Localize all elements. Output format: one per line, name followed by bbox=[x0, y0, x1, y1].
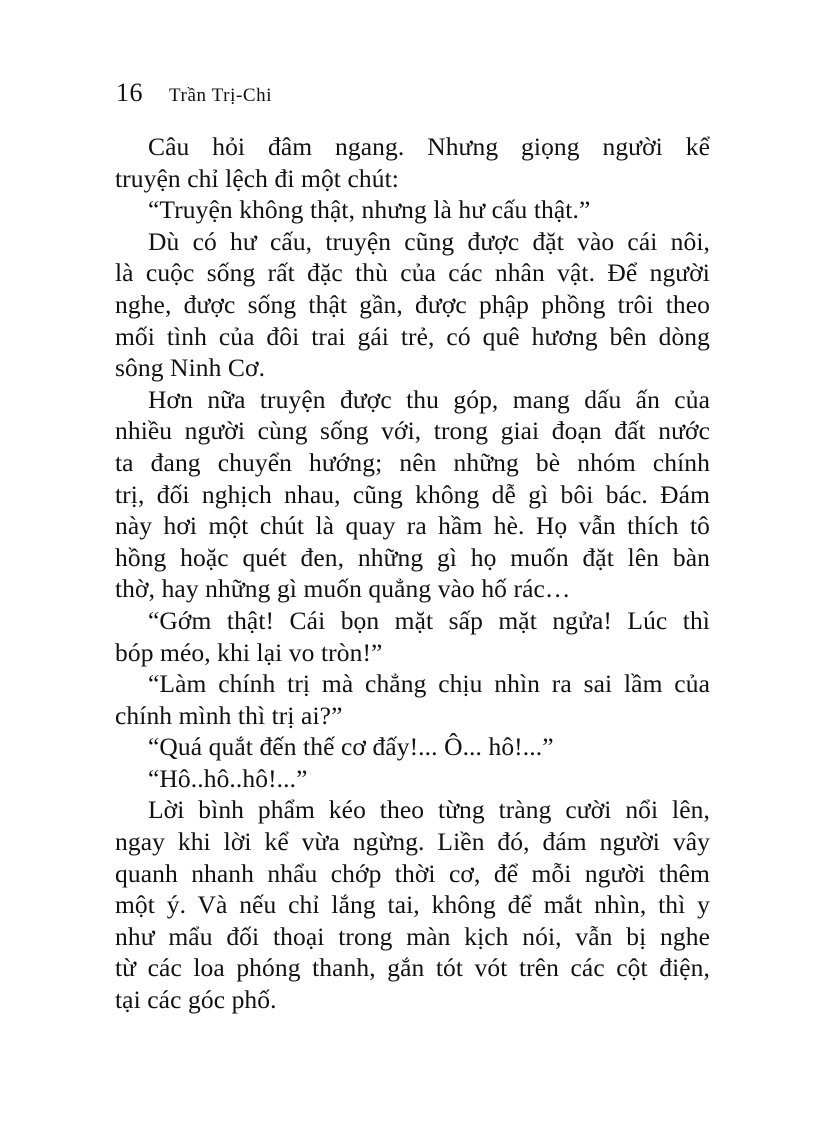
text-line: là cuộc sống rất đặc thù của các nhân vật. Để người bbox=[115, 258, 710, 288]
text-line: “Gớm thật! Cái bọn mặt sấp mặt ngửa! Lúc thì bbox=[148, 605, 710, 635]
text-line: sông Ninh Cơ. bbox=[115, 353, 266, 383]
text-line: truyện chỉ lệch đi một chút: bbox=[115, 163, 399, 193]
page-header bbox=[116, 78, 272, 112]
text-line: Lời bình phẩm kéo theo từng tràng cười nổi lên, bbox=[148, 795, 710, 825]
page-number: 16 bbox=[116, 78, 143, 107]
text-line: nghe, được sống thật gần, được phập phồng trôi theo bbox=[115, 289, 710, 319]
text-line: “Quá quắt đến thế cơ đấy!... Ô... hô!...” bbox=[148, 732, 554, 762]
text-line: thờ, hay những gì muốn quẳng vào hố rác… bbox=[115, 574, 571, 604]
text-line: tại các góc phố. bbox=[115, 985, 277, 1015]
text-line: Câu hỏi đâm ngang. Nhưng giọng người kể bbox=[148, 132, 710, 161]
text-line: ngay khi lời kể vừa ngừng. Liền đó, đám người vây bbox=[115, 827, 710, 857]
text-line: Dù có hư cấu, truyện cũng được đặt vào cái nôi, bbox=[148, 226, 710, 256]
text-line: hồng hoặc quét đen, những gì họ muốn đặt lên bàn bbox=[115, 542, 710, 572]
text-line: bóp méo, khi lại vo tròn!” bbox=[115, 637, 383, 667]
text-line: mối tình của đôi trai gái trẻ, có quê hương bên dòng bbox=[115, 321, 710, 351]
text-line: “Truyện không thật, nhưng là hư cấu thật.” bbox=[148, 195, 591, 225]
text-line: từ các loa phóng thanh, gắn tót vót trên các cột điện, bbox=[115, 953, 710, 983]
text-line: chính mình thì trị ai?” bbox=[115, 700, 343, 730]
text-line: nhiều người cùng sống với, trong giai đoạn đất nước bbox=[115, 416, 710, 446]
text-line: một ý. Và nếu chỉ lắng tai, không để mắt nhìn, thì y bbox=[115, 890, 710, 920]
text-line: này hơi một chút là quay ra hầm hè. Họ vẫn thích tô bbox=[115, 511, 710, 541]
body-text bbox=[115, 131, 710, 1016]
text-line: như mẩu đối thoại trong màn kịch nói, vẫn bị nghe bbox=[115, 921, 710, 951]
text-line: trị, đối nghịch nhau, cũng không dễ gì bôi bác. Đám bbox=[115, 479, 710, 509]
text-line: ta đang chuyển hướng; nên những bè nhóm chính bbox=[115, 447, 710, 477]
text-line: Hơn nữa truyện được thu góp, mang dấu ấn của bbox=[148, 384, 710, 414]
text-line: “Hô..hô..hô!...” bbox=[148, 763, 308, 793]
running-title: Trần Trị-Chi bbox=[169, 85, 273, 106]
text-line: quanh nhanh nhẩu chớp thời cơ, để mỗi người thêm bbox=[115, 858, 710, 888]
text-line: “Làm chính trị mà chẳng chịu nhìn ra sai lầm của bbox=[148, 669, 710, 699]
